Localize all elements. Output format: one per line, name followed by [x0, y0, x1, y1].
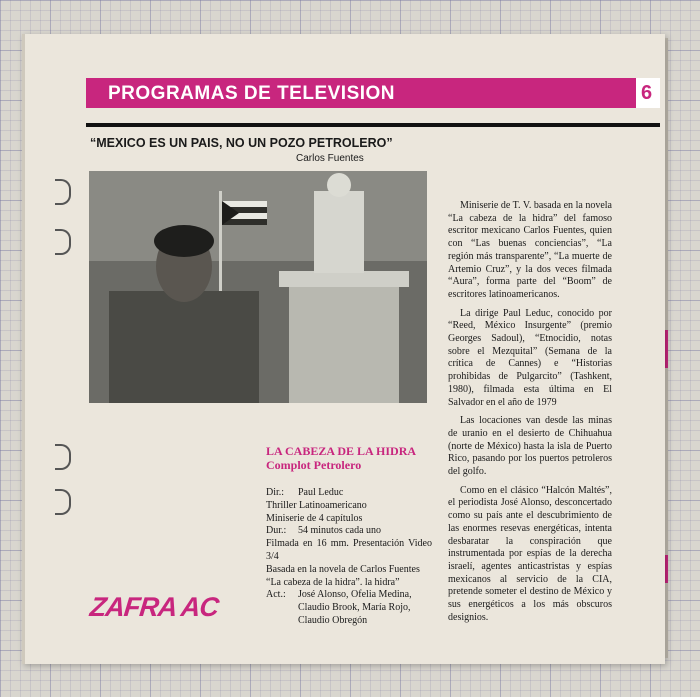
credit-format: Miniserie de 4 capítulos — [266, 512, 363, 524]
monument-base — [289, 281, 399, 403]
article-paragraph: Miniserie de T. V. basada en la novela “La cabeza de la hidra” del famoso escritor mexicano Carlos Fuentes, quien con “Las buenas conciencias”, “La región más transparente”, “La muerte de Artemio Cruz”, y la dos veces filmada “Aura”, forma parte del “Boom” de escritores latinoamericanos. — [448, 200, 612, 300]
credit-director — [266, 487, 432, 500]
credit-value: Paul Leduc — [298, 487, 344, 498]
film-subtitle: Complot Petrolero — [266, 458, 362, 472]
article-body — [448, 200, 612, 631]
credit-based-on: Basada en la novela de Carlos Fuentes — [266, 563, 420, 575]
article-paragraph: Las locaciones van desde las minas de uranio en el desierto de Chihuahua (norte de México) hasta la isla de Puerto Rico, pasando por los puertos petroleros del golfo. — [448, 415, 612, 478]
man-body — [109, 291, 259, 403]
binding-hole — [55, 444, 71, 470]
film-title: LA CABEZA DE LA HIDRA — [266, 444, 417, 458]
pull-quote: “MEXICO ES UN PAIS, NO UN POZO PETROLERO” — [90, 136, 393, 150]
quote-author: Carlos Fuentes — [296, 153, 364, 164]
article-paragraph: La dirige Paul Leduc, conocido por “Reed, México Insurgente” (premio Georges Sadoul), “Etnocidio, notas sobre el Mezquital” (Semana de la crítica de Cannes) e “Historias prohibidas de Pulgarcito” (Tashkent, 1980), filmada esta última en El Salvador en el año de 1979 — [448, 307, 612, 408]
credit-value: 54 minutos cada uno — [298, 525, 382, 537]
credit-based-on-title: “La cabeza de la hidra”. la hidra” — [266, 576, 400, 588]
credit-duration — [266, 525, 432, 538]
credit-label: Dur.: — [266, 525, 287, 537]
credit-value: José Alonso, Ofelia Medina, Claudio Brook, María Rojo, Claudio Obregón — [298, 589, 412, 626]
credit-filmed: Filmada en 16 mm. Presentación Video 3/4 — [266, 538, 432, 562]
credit-cast — [266, 589, 432, 627]
credits-block — [266, 487, 432, 628]
film-title-block — [266, 444, 416, 472]
zafra-ac-logo: ZAFRA AC — [88, 592, 220, 622]
binding-hole — [55, 229, 71, 255]
page-number: 6 — [641, 82, 653, 104]
photo-illustration — [89, 171, 427, 403]
divider-rule — [86, 123, 660, 127]
section-title: PROGRAMAS DE TELEVISION — [108, 83, 396, 104]
article-paragraph: Como en el clásico “Halcón Maltés”, el periodista José Alonso, desconcertado como su país ante el descubrimiento de las enormes resevas energéticas, intenta desbaratar la conspiración que instrumentada por espías de la derecha israelí, agentes anticastristas y espías mexicanos al servicio de la CIA, pretende someter el destino de México y sus energéticos a los más obscuros designios. — [448, 484, 612, 623]
flag-icon — [222, 201, 267, 225]
binding-hole — [55, 489, 71, 515]
credit-genre: Thriller Latinoamericano — [266, 499, 367, 511]
credit-label: Act.: — [266, 589, 286, 601]
film-still-photo — [89, 171, 427, 403]
binding-hole — [55, 179, 71, 205]
statue — [314, 191, 364, 273]
credit-label: Dir.: — [266, 487, 285, 498]
